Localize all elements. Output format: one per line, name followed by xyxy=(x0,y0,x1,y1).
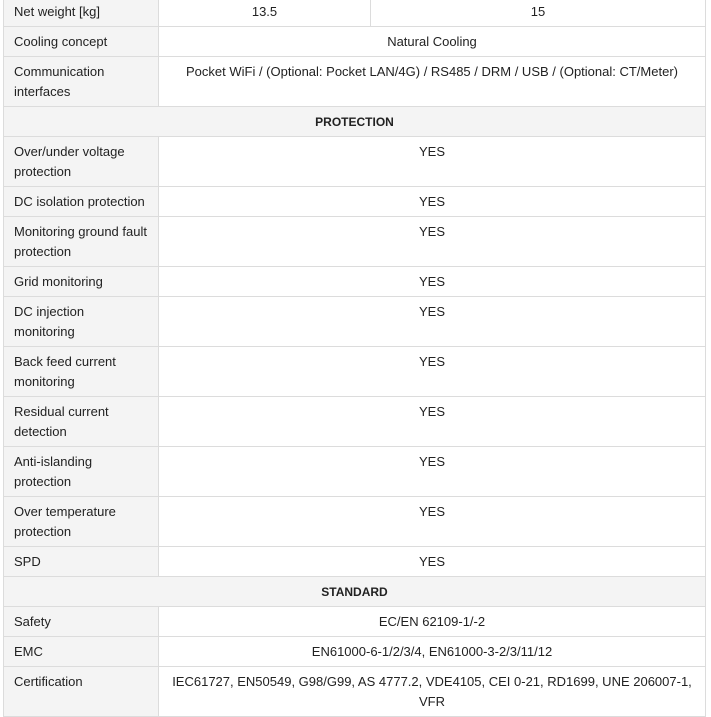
spec-row-anti-islanding-protection xyxy=(4,447,706,497)
spec-label: Monitoring ground fault protection xyxy=(4,217,159,267)
spec-value: YES xyxy=(159,267,706,297)
spec-value: YES xyxy=(159,547,706,577)
spec-label: Grid monitoring xyxy=(4,267,159,297)
spec-value: YES xyxy=(159,347,706,397)
spec-value: IEC61727, EN50549, G98/G99, AS 4777.2, VDE4105, CEI 0-21, RD1699, UNE 206007-1, VFR xyxy=(159,667,706,717)
spec-row-over-temperature-protection xyxy=(4,497,706,547)
spec-label: Over temperature protection xyxy=(4,497,159,547)
section-title: STANDARD xyxy=(4,577,706,607)
spec-label: Residual current detection xyxy=(4,397,159,447)
spec-row-certification xyxy=(4,667,706,717)
spec-table-body xyxy=(4,0,706,717)
spec-row-monitoring-ground-fault-protection xyxy=(4,217,706,267)
spec-value: 13.5 xyxy=(159,0,371,27)
spec-label: Certification xyxy=(4,667,159,717)
spec-label: SPD xyxy=(4,547,159,577)
spec-value: YES xyxy=(159,187,706,217)
spec-label: Cooling concept xyxy=(4,27,159,57)
spec-label: Anti-islanding protection xyxy=(4,447,159,497)
spec-row-net-weight-kg xyxy=(4,0,706,27)
spec-label: Safety xyxy=(4,607,159,637)
spec-label: Net weight [kg] xyxy=(4,0,159,27)
spec-row-grid-monitoring xyxy=(4,267,706,297)
spec-row-spd xyxy=(4,547,706,577)
spec-row-communication-interfaces xyxy=(4,57,706,107)
spec-label: DC injection monitoring xyxy=(4,297,159,347)
spec-value: Pocket WiFi / (Optional: Pocket LAN/4G) / RS485 / DRM / USB / (Optional: CT/Meter) xyxy=(159,57,706,107)
spec-row-safety xyxy=(4,607,706,637)
spec-value: EN61000-6-1/2/3/4, EN61000-3-2/3/11/12 xyxy=(159,637,706,667)
spec-row-back-feed-current-monitoring xyxy=(4,347,706,397)
spec-row-dc-injection-monitoring xyxy=(4,297,706,347)
spec-value: YES xyxy=(159,397,706,447)
spec-value: YES xyxy=(159,497,706,547)
spec-table xyxy=(3,0,706,717)
spec-row-over-under-voltage-protection xyxy=(4,137,706,187)
spec-label: EMC xyxy=(4,637,159,667)
section-header-standard xyxy=(4,577,706,607)
section-title: PROTECTION xyxy=(4,107,706,137)
spec-row-dc-isolation-protection xyxy=(4,187,706,217)
spec-value: 15 xyxy=(371,0,706,27)
spec-row-residual-current-detection xyxy=(4,397,706,447)
spec-label: Communication interfaces xyxy=(4,57,159,107)
spec-value: YES xyxy=(159,447,706,497)
spec-label: Back feed current monitoring xyxy=(4,347,159,397)
spec-label: Over/under voltage protection xyxy=(4,137,159,187)
spec-value: Natural Cooling xyxy=(159,27,706,57)
spec-value: EC/EN 62109-1/-2 xyxy=(159,607,706,637)
spec-row-cooling-concept xyxy=(4,27,706,57)
spec-value: YES xyxy=(159,297,706,347)
spec-row-emc xyxy=(4,637,706,667)
spec-label: DC isolation protection xyxy=(4,187,159,217)
spec-value: YES xyxy=(159,137,706,187)
section-header-protection xyxy=(4,107,706,137)
spec-value: YES xyxy=(159,217,706,267)
